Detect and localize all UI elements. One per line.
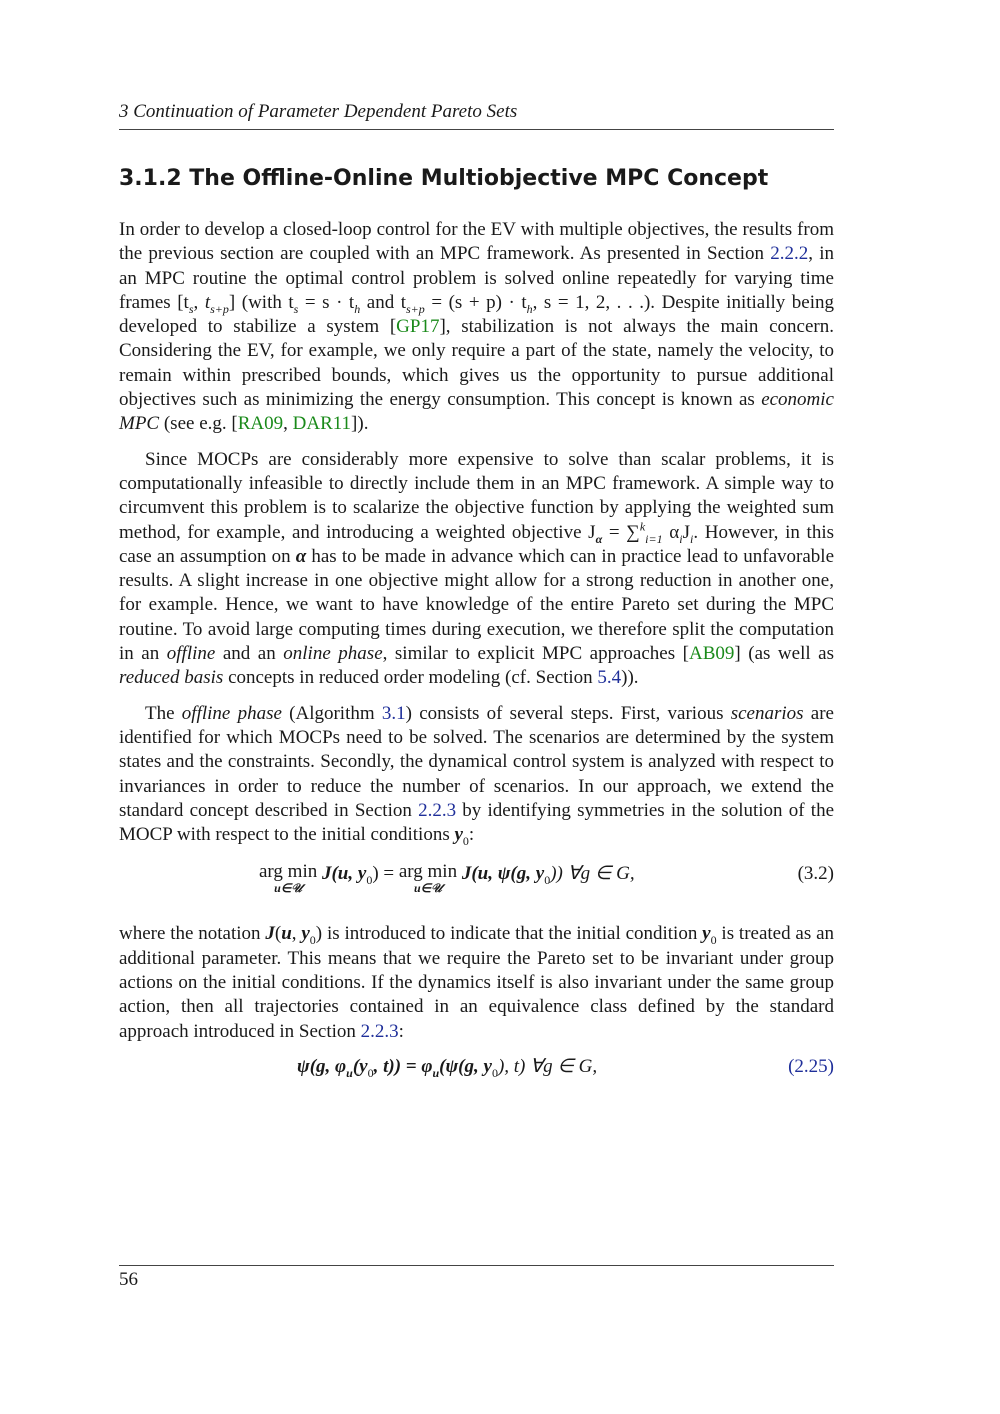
section-title: 3.1.2 The Offline-Online Multiobjective MPC Concept bbox=[119, 166, 769, 191]
equation-body: arg min u∈𝒰 J(u, $y_0$) = arg min u∈𝒰 J(u, ψ(g, $y_0$)) ∀g ∈ G, bbox=[259, 861, 635, 896]
emphasis: reduced basis bbox=[119, 667, 224, 689]
text-span: : bbox=[398, 1020, 404, 1042]
text-span: = (s + p) · t bbox=[424, 291, 527, 313]
text-span: ], stabilization is not always the main concern. Considering the EV, for example, we only require a part of the state, namely the velocity, to remain within prescribed bounds, which gives us the opportunity to pursue additional objectives such as minimizing the energy consumption. This concept is known as bbox=[119, 316, 834, 411]
emphasis: economic MPC bbox=[119, 389, 834, 435]
text-span: , bbox=[283, 413, 293, 435]
text-span: (Algorithm bbox=[281, 702, 382, 724]
text-span: are identified for which MOCPs need to be solved. The scenarios are determined by the system states and the constraints. Secondly, the dynamical control system is analyzed with respect to invariances in order to reduce the number of scenarios. In our approach, we extend the standard concept described in Section bbox=[119, 702, 834, 821]
text-span: and t bbox=[360, 291, 407, 313]
page bbox=[119, 0, 834, 1414]
citation-link[interactable]: RA09 bbox=[237, 413, 284, 435]
text-span: ] (with t bbox=[228, 291, 294, 313]
text-span: α bbox=[662, 521, 680, 543]
emphasis: scenarios bbox=[730, 702, 804, 724]
equation-3-2 bbox=[119, 858, 834, 916]
section-ref-link[interactable]: 2.2.2 bbox=[770, 243, 809, 265]
text-span: and an bbox=[215, 643, 284, 665]
text-span: is introduced to indicate that the initial condition bbox=[322, 923, 703, 945]
body-text bbox=[119, 218, 834, 1085]
algorithm-ref-link[interactable]: 3.1 bbox=[381, 702, 406, 724]
equation-rhs: J(u, ψ(g, y bbox=[457, 863, 545, 885]
text-span: ) consists of several steps. First, various bbox=[405, 702, 731, 724]
text-span: has to be made in advance which can in practice lead to unfavorable results. A slight increase in one objective might allow for a strong reduction in another one, for example. Hence, we want to have knowledge of the entire Pareto set during the MPC routine. To avoid large computing times during execution, we therefore split the computation in an bbox=[119, 545, 835, 665]
emphasis: offline bbox=[166, 643, 216, 665]
text-span: , similar to explicit MPC approaches [ bbox=[382, 643, 689, 665]
equation-2-25 bbox=[119, 1055, 834, 1085]
equation-number: (3.2) bbox=[797, 863, 834, 885]
text-span: by identifying symmetries in the solution of the MOCP with respect to the initial conditions bbox=[119, 799, 835, 846]
equation-number-link[interactable]: (2.25) bbox=[788, 1055, 834, 1077]
citation-link[interactable]: DAR11 bbox=[292, 413, 352, 435]
equation-body: ψ(g, $\varphi_u(y_0$, $t)) = \varphi_u(\psi(g$, $y_0$), t) ∀g ∈ G, bbox=[297, 1055, 598, 1080]
paragraph-1: In order to develop a closed-loop control for the EV with multiple objectives, the results from the previous section are coupled with an MPC framework. As presented in Section 2.2.2, in an MPC routine the optimal control problem is solved online repeatedly for varying time frames [$t_s$, $t_{s+p}$] (with $t_s = s \cdot t_h$ and $t_{s+p} = (s + p) \cdot t_h$, s = 1, 2, . . .). Despite initially being developed to stabilize a system [GP17], stabilization is not always the main concern. Considering the EV, for example, we only require a part of the state, namely the velocity, to remain within prescribed bounds, which gives us the opportunity to pursue additional objectives such as minimizing the energy consumption. This concept is known as economic MPC (see e.g. [RA09, DAR11]). bbox=[119, 219, 835, 435]
text-span: . However, in this case an assumption on bbox=[119, 521, 834, 567]
paragraph-4: where the notation J(u, $y_0$) is introduced to indicate that the initial condition $y_0$ is treated as an additional parameter. This means that we require the Pareto set to be invariant under group actions on the initial conditions. If the dynamics itself is also invariant under the same group action, then all trajectories contained in an equivalence class defined by the standard approach introduced in Section 2.2.3: bbox=[119, 923, 835, 1042]
page-number: 56 bbox=[119, 1269, 138, 1290]
argmin-operator: arg min u∈𝒰 bbox=[398, 861, 458, 896]
text-span: = ∑ bbox=[602, 521, 640, 543]
section-ref-link[interactable]: 2.2.3 bbox=[418, 799, 457, 821]
text-span: where the notation bbox=[119, 923, 266, 945]
emphasis: online phase bbox=[283, 643, 383, 665]
text-span: , in an MPC routine the optimal control problem is solved online repeatedly for varying time frames [t bbox=[119, 243, 834, 313]
text-span: In order to develop a closed-loop control for the EV with multiple objectives, the results from the previous section are coupled with an MPC framework. As presented in Section bbox=[119, 219, 834, 265]
text-span: , s = 1, 2, . . .). Despite initially being developed to stabilize a system [ bbox=[119, 291, 835, 338]
text-span: ] (as well as bbox=[734, 643, 834, 665]
text-span: )). bbox=[621, 667, 639, 689]
text-span: concepts in reduced order modeling (cf. Section bbox=[223, 667, 598, 689]
text-span: is treated as an additional parameter. This means that we require the Pareto set to be invariant under group actions on the initial conditions. If the dynamics itself is also invariant under the same group action, then all trajectories contained in an equivalence class defined by the standard approach introduced in Section bbox=[119, 923, 835, 1042]
emphasis: offline phase bbox=[181, 702, 282, 724]
running-head: 3 Continuation of Parameter Dependent Pareto Sets bbox=[119, 101, 518, 122]
argmin-operator: arg min u∈𝒰 bbox=[259, 861, 318, 896]
paragraph-2: Since MOCPs are considerably more expensive to solve than scalar problems, it is computationally infeasible to directly include them in an MPC framework. A simple way to circumvent this problem is to scalarize the objective function by applying the weighted sum method, for example, and introducing a weighted objective $J_\alpha = \sum^k_{i=1}$ $\alpha_iJ_i$. However, in this case an assumption on α has to be made in advance which can in practice lead to unfavorable results. A slight increase in one objective might allow for a strong reduction in another one, for example. Hence, we want to have knowledge of the entire Pareto set during the MPC routine. To avoid large computing times during execution, we therefore split the computation in an offline and an online phase, similar to explicit MPC approaches [AB09] (as well as reduced basis concepts in reduced order modeling (cf. Section 5.4)). bbox=[119, 448, 835, 689]
text-span: J bbox=[682, 521, 690, 543]
equation-tail: )) ∀g ∈ G, bbox=[550, 863, 635, 885]
text-span: = s · t bbox=[298, 291, 355, 313]
paragraph-3: The offline phase (Algorithm 3.1) consists of several steps. First, various scenarios are identified for which MOCPs need to be solved. The scenarios are determined by the system states and the constraints. Secondly, the dynamical control system is analyzed with respect to invariances in order to reduce the number of scenarios. In our approach, we extend the standard concept described in Section 2.2.3 by identifying symmetries in the solution of the MOCP with respect to the initial conditions $y_0$: bbox=[119, 702, 835, 848]
text-span: (see e.g. [ bbox=[159, 413, 238, 435]
text-span: Since MOCPs are considerably more expensive to solve than scalar problems, it is computationally infeasible to directly include them in an MPC framework. A simple way to circumvent this problem is to scalarize the objective function by applying the weighted sum method, for example, and introducing a weighted objective J bbox=[119, 448, 834, 543]
header-rule bbox=[119, 129, 834, 130]
equation-equals: ) = bbox=[372, 863, 399, 885]
footer-rule bbox=[119, 1265, 834, 1266]
citation-link[interactable]: AB09 bbox=[688, 643, 735, 665]
equation-lhs: J(u, y bbox=[317, 863, 367, 885]
text-span: ]). bbox=[351, 413, 369, 435]
text-span: The bbox=[145, 702, 182, 724]
citation-link[interactable]: GP17 bbox=[396, 316, 440, 338]
section-ref-link[interactable]: 5.4 bbox=[597, 667, 622, 689]
section-ref-link[interactable]: 2.2.3 bbox=[360, 1020, 399, 1042]
